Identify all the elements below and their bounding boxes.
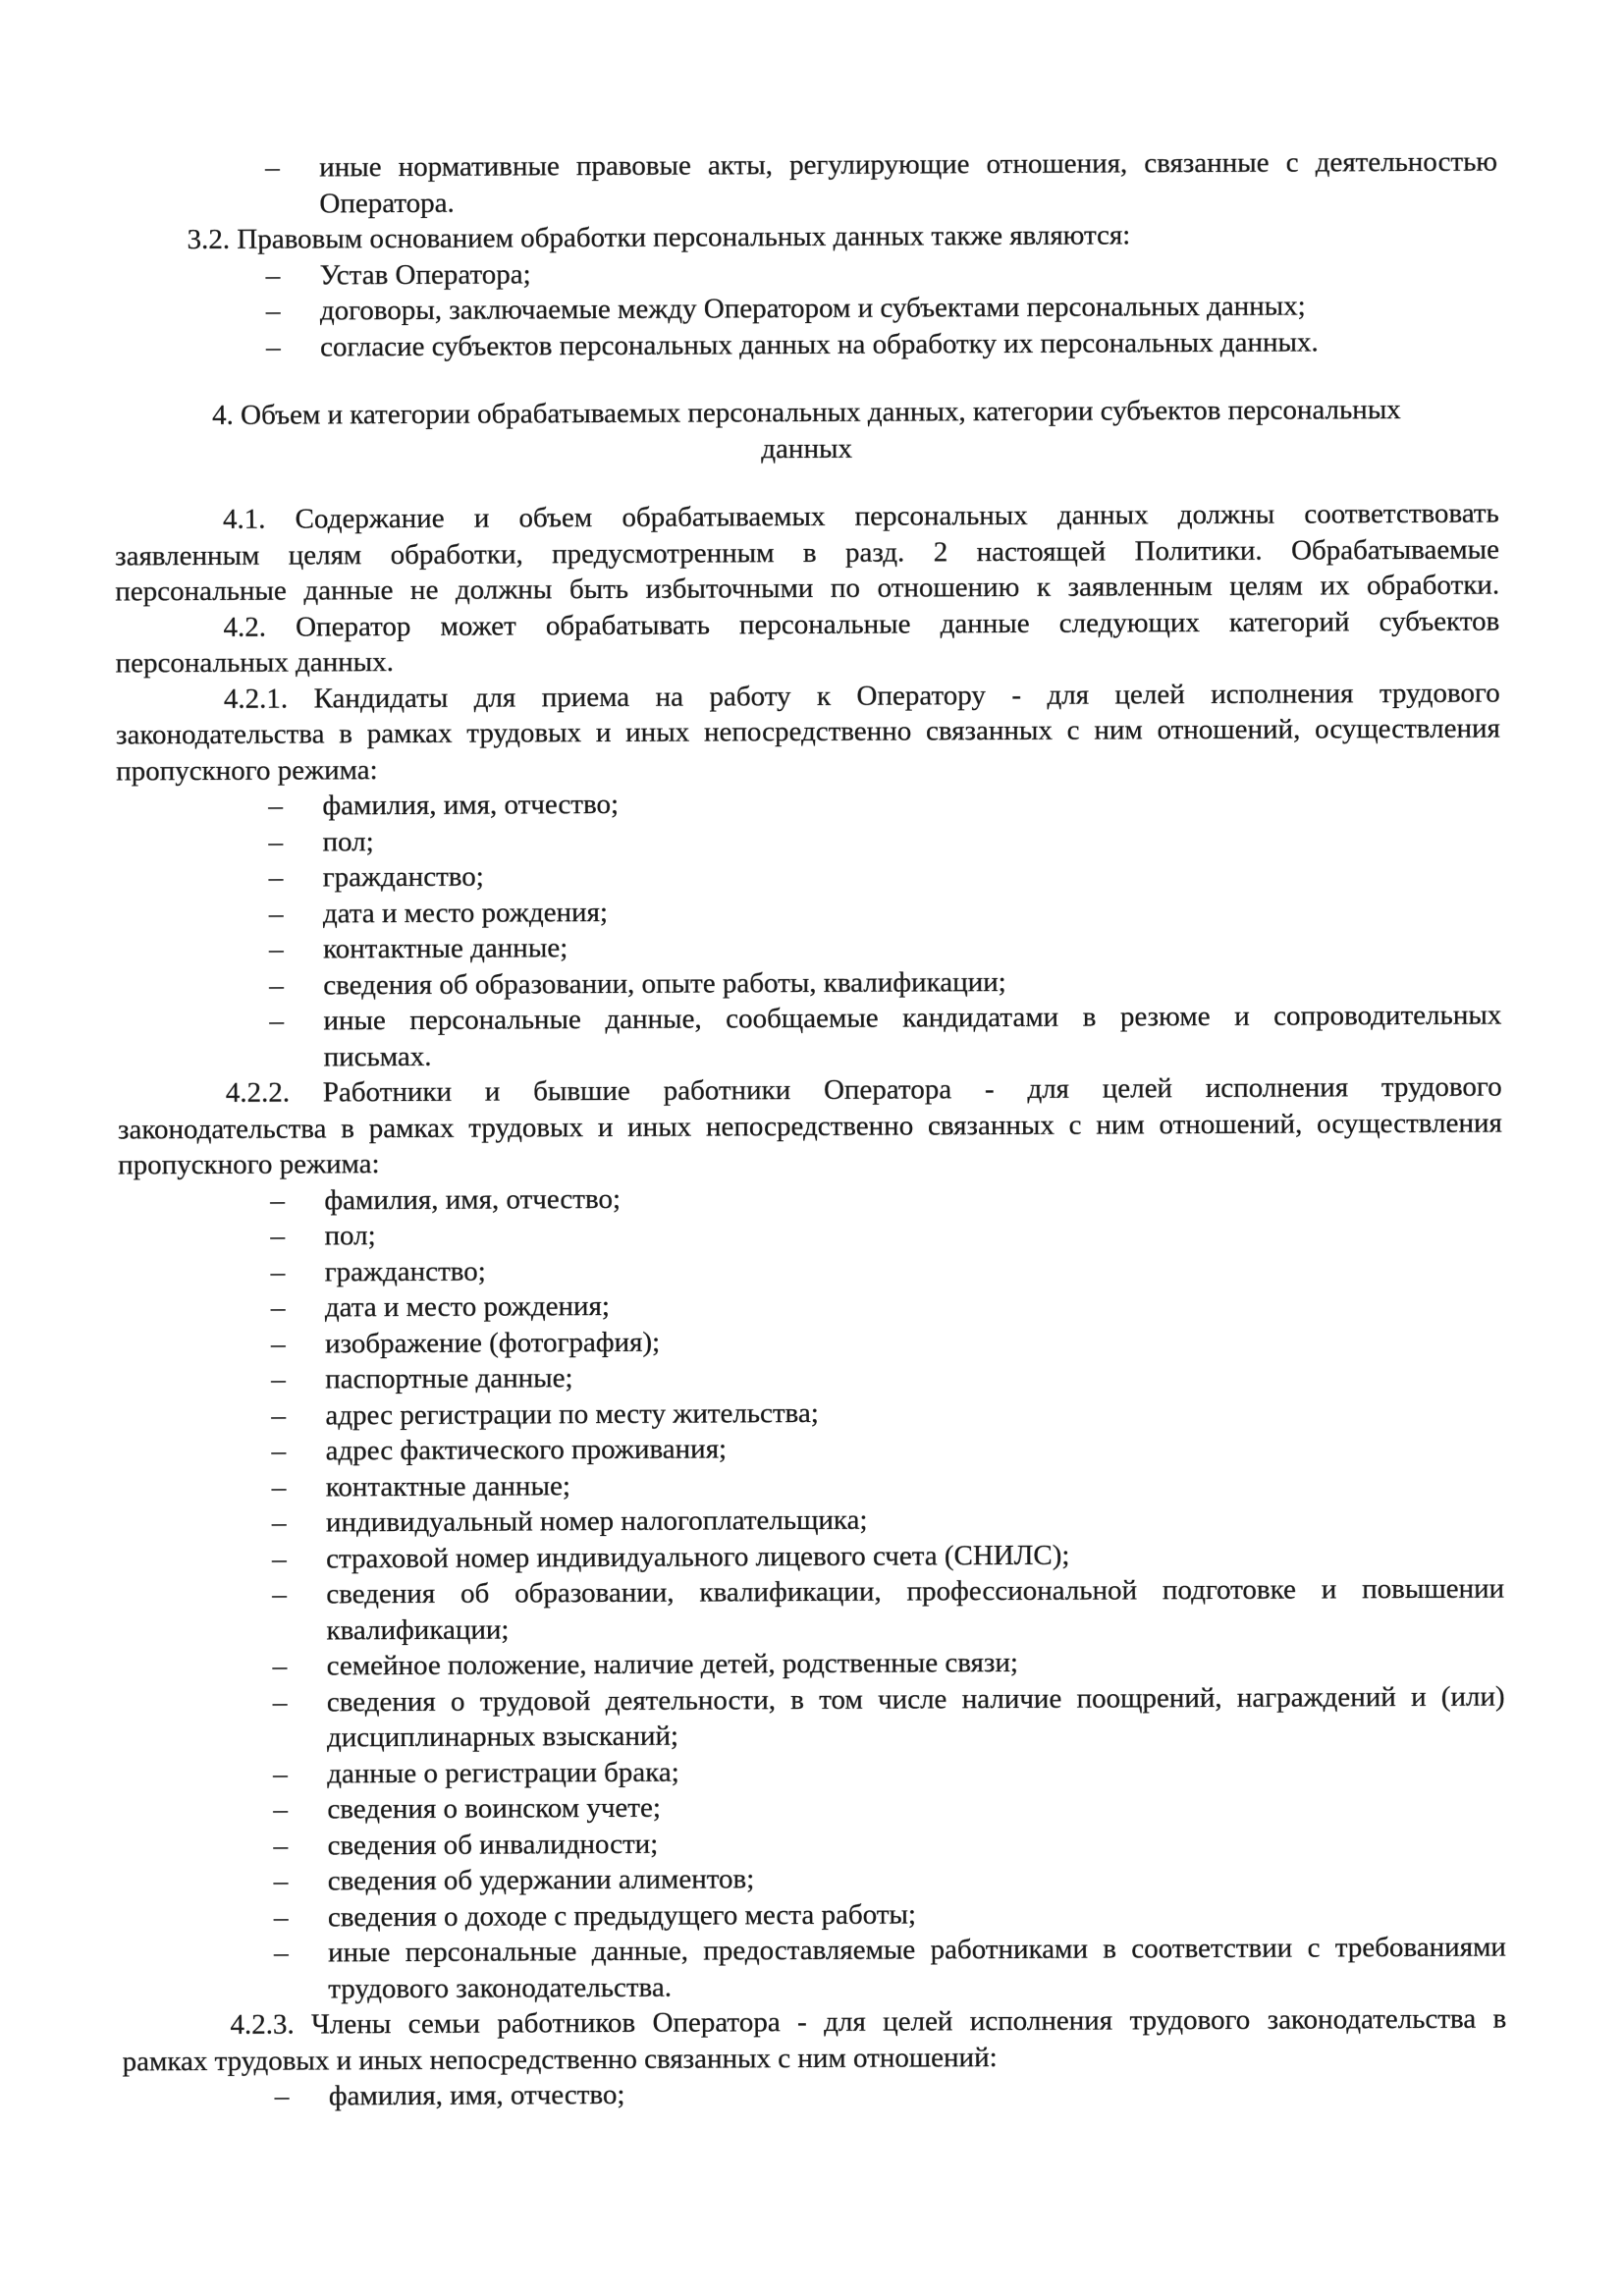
- text-line: пропускного режима:: [118, 1148, 380, 1181]
- dash-bullet-marker: –: [269, 969, 284, 1002]
- text-line: дисциплинарных взысканий;: [326, 1720, 679, 1754]
- text-line: 4.2.1. Кандидаты для приема на работу к Оператору - для целей исполнения трудового: [223, 677, 1500, 715]
- text-line: 4.2.3. Члены семьи работников Оператора - для целей исполнения трудового законодательства в: [230, 2002, 1507, 2041]
- text-line: Оператора.: [319, 187, 455, 219]
- dash-bullet-marker: –: [271, 1471, 287, 1503]
- text-line: письмах.: [323, 1040, 432, 1072]
- list-item-other-data: [117, 998, 1501, 1076]
- text-line: законодательства в рамках трудовых и иных непосредственно связанных с ним отношений, осуществления: [117, 1107, 1502, 1145]
- text-line: индивидуальный номер налогоплательщика;: [325, 1503, 868, 1539]
- dash-bullet-marker: –: [269, 1005, 285, 1037]
- text-line: сведения об образовании, опыте работы, квалификации;: [323, 965, 1006, 1001]
- text-line: сведения об удержании алиментов;: [327, 1863, 755, 1897]
- dash-bullet-marker: –: [270, 1256, 286, 1288]
- dash-bullet-marker: –: [268, 861, 284, 894]
- text-line: рамках трудовых и иных непосредственно связанных с ним отношений:: [122, 2041, 998, 2077]
- text-line: паспортные данные;: [325, 1362, 573, 1395]
- heading-line: данных: [761, 432, 853, 465]
- text-line: фамилия, имя, отчество;: [322, 788, 620, 822]
- text-line: контактные данные;: [323, 932, 568, 965]
- text-line: пол;: [322, 825, 374, 857]
- text-line: гражданство;: [324, 1255, 486, 1287]
- text-line: семейное положение, наличие детей, родственные связи;: [326, 1646, 1019, 1682]
- dash-bullet-marker: –: [273, 1830, 289, 1862]
- section-4-heading: [114, 392, 1498, 470]
- text-line: квалификации;: [326, 1613, 510, 1646]
- dash-bullet-marker: –: [270, 1328, 286, 1360]
- text-line: 3.2. Правовым основанием обработки персональных данных также являются:: [187, 219, 1131, 256]
- text-line: иные персональные данные, сообщаемые кандидатами в резюме и сопроводительных: [323, 999, 1502, 1037]
- dash-bullet-marker: –: [268, 790, 283, 822]
- text-line: сведения о доходе с предыдущего места работы;: [327, 1897, 917, 1933]
- dash-bullet-marker: –: [268, 826, 284, 858]
- text-line: персональных данных.: [115, 646, 395, 680]
- text-line: данные о регистрации брака;: [327, 1756, 679, 1789]
- dash-bullet-marker: –: [271, 1506, 287, 1539]
- dash-bullet-marker: –: [265, 295, 281, 327]
- text-line: изображение (фотография);: [324, 1326, 661, 1359]
- text-line: Устав Оператора;: [319, 257, 531, 291]
- dash-bullet-marker: –: [272, 1650, 288, 1682]
- text-line: иные нормативные правовые акты, регулирующие отношения, связанные с деятельностью: [319, 145, 1498, 184]
- dash-bullet-marker: –: [271, 1363, 286, 1395]
- clause-4-1: [115, 496, 1500, 610]
- dash-bullet-marker: –: [269, 933, 284, 965]
- dash-bullet-marker: –: [271, 1435, 287, 1467]
- dash-bullet-marker: –: [272, 1543, 287, 1575]
- dash-bullet-marker: –: [272, 1578, 287, 1611]
- text-line: заявленным целям обработки, предусмотренным в разд. 2 настоящей Политики. Обрабатываемые: [115, 533, 1500, 572]
- text-line: фамилия, имя, отчество;: [324, 1182, 622, 1216]
- text-line: контактные данные;: [325, 1469, 570, 1503]
- text-line: сведения об инвалидности;: [327, 1828, 659, 1861]
- text-line: сведения о трудовой деятельности, в том числе наличие поощрений, награждений и (или): [326, 1680, 1505, 1718]
- dash-bullet-marker: –: [272, 1686, 288, 1719]
- clause-4-2-1: [116, 675, 1501, 789]
- text-line: адрес фактического проживания;: [325, 1433, 728, 1467]
- dash-bullet-marker: –: [273, 1901, 289, 1934]
- text-line: адрес регистрации по месту жительства;: [325, 1396, 819, 1431]
- text-line: согласие субъектов персональных данных на обработку их персональных данных.: [320, 325, 1319, 362]
- list-item-fio: [123, 2073, 1507, 2115]
- text-line: персональные данные не должны быть избыточными по отношению к заявленным целям их обработки.: [115, 569, 1500, 608]
- clause-4-2-2: [118, 1069, 1503, 1183]
- text-line: 4.2.2. Работники и бывшие работники Оператора - для целей исполнения трудового: [225, 1070, 1502, 1109]
- text-line: гражданство;: [322, 860, 484, 894]
- text-line: фамилия, имя, отчество;: [328, 2078, 625, 2112]
- dash-bullet-marker: –: [274, 2080, 290, 2112]
- list-item-other-legal-acts: [113, 144, 1497, 223]
- dash-bullet-marker: –: [266, 331, 281, 363]
- dash-bullet-marker: –: [270, 1220, 286, 1252]
- document-text-block: [113, 144, 1507, 2115]
- text-line: пол;: [324, 1220, 376, 1252]
- dash-bullet-marker: –: [265, 259, 281, 292]
- list-item-education: [120, 1571, 1504, 1650]
- clause-4-2: [115, 603, 1499, 682]
- text-line: трудового законодательства.: [328, 1971, 673, 2004]
- dash-bullet-marker: –: [268, 898, 284, 930]
- dash-bullet-marker: –: [273, 1793, 288, 1826]
- dash-bullet-marker: –: [270, 1291, 286, 1324]
- dash-bullet-marker: –: [271, 1399, 286, 1432]
- list-item-consent: [114, 323, 1498, 365]
- text-line: сведения об образовании, квалификации, профессиональной подготовке и повышении: [326, 1572, 1505, 1611]
- text-line: дата и место рождения;: [324, 1289, 610, 1324]
- clause-4-2-3: [122, 2001, 1506, 2080]
- heading-line: 4. Объем и категории обрабатываемых персональных данных, категории субъектов персональных: [212, 394, 1401, 431]
- text-line: страховой номер индивидуального лицевого счета (СНИЛС);: [326, 1539, 1070, 1574]
- text-line: договоры, заключаемые между Оператором и субъектами персональных данных;: [319, 290, 1306, 327]
- text-line: иные персональные данные, предоставляемые работниками в соответствии с требованиями: [328, 1931, 1506, 1969]
- text-line: 4.2. Оператор может обрабатывать персональные данные следующих категорий субъектов: [223, 605, 1500, 643]
- list-item-other-data: [122, 1930, 1506, 2008]
- dash-bullet-marker: –: [270, 1184, 285, 1217]
- text-line: дата и место рождения;: [322, 896, 609, 929]
- dash-bullet-marker: –: [274, 1937, 289, 1969]
- text-line: 4.1. Содержание и объем обрабатываемых персональных данных должны соответствовать: [222, 497, 1499, 535]
- dash-bullet-marker: –: [265, 151, 280, 184]
- dash-bullet-marker: –: [273, 1865, 289, 1897]
- text-line: пропускного режима:: [116, 753, 378, 787]
- text-line: сведения о воинском учете;: [327, 1791, 661, 1826]
- list-item-work-activity: [121, 1678, 1505, 1757]
- text-line: законодательства в рамках трудовых и иных непосредственно связанных с ним отношений, осуществления: [115, 712, 1500, 751]
- dash-bullet-marker: –: [273, 1758, 288, 1790]
